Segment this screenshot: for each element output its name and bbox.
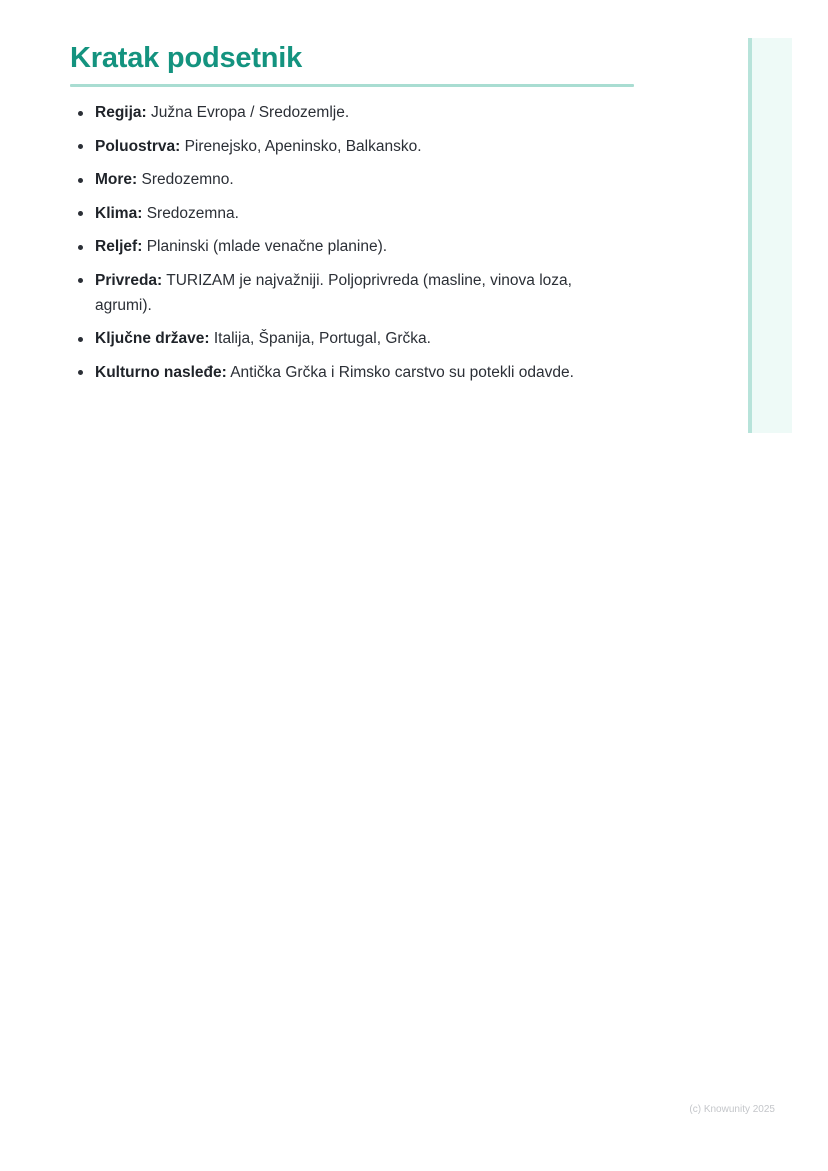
bullet-icon	[78, 278, 83, 283]
item-label: Klima:	[95, 204, 143, 222]
list-item-reljef	[70, 234, 600, 259]
bullet-icon	[78, 337, 83, 342]
item-label: Privreda:	[95, 271, 163, 289]
bullet-icon	[78, 111, 83, 116]
item-text: Pirenejsko, Apeninsko, Balkansko.	[184, 137, 422, 155]
bullet-icon	[78, 370, 83, 375]
item-text: Južna Evropa / Sredozemlje.	[151, 104, 350, 121]
item-label: Poluostrva:	[95, 137, 181, 155]
page-title: Kratak podsetnik	[70, 42, 303, 74]
title-divider	[70, 84, 634, 87]
list-item-kljucne-drzave	[70, 326, 600, 351]
side-panel	[748, 38, 792, 433]
summary-list	[70, 100, 600, 393]
item-label: Regija:	[95, 104, 147, 121]
list-item-privreda	[70, 268, 600, 318]
item-label: More:	[95, 171, 138, 188]
list-item-kulturno-nasledje	[70, 360, 600, 385]
item-label: Ključne države:	[95, 330, 210, 347]
item-text: Sredozemno.	[141, 171, 234, 188]
bullet-icon	[78, 178, 83, 183]
item-label: Kulturno nasleđe:	[95, 363, 227, 381]
list-item-regija	[70, 100, 600, 125]
item-text: TURIZAM je najvažniji. Poljoprivreda (masline, vinova loza, agrumi).	[95, 271, 572, 314]
item-text: Antička Grčka i Rimsko carstvo su potekli odavde.	[230, 363, 574, 381]
item-text: Italija, Španija, Portugal, Grčka.	[213, 330, 431, 347]
list-item-poluostrva	[70, 134, 600, 159]
bullet-icon	[78, 144, 83, 149]
list-item-more	[70, 167, 600, 192]
bullet-icon	[78, 245, 83, 250]
bullet-icon	[78, 211, 83, 216]
list-item-klima	[70, 201, 600, 226]
item-label: Reljef:	[95, 238, 143, 255]
footer-copyright: (c) Knowunity 2025	[689, 1104, 775, 1115]
item-text: Sredozemna.	[146, 204, 239, 222]
item-text: Planinski (mlade venačne planine).	[146, 238, 388, 255]
